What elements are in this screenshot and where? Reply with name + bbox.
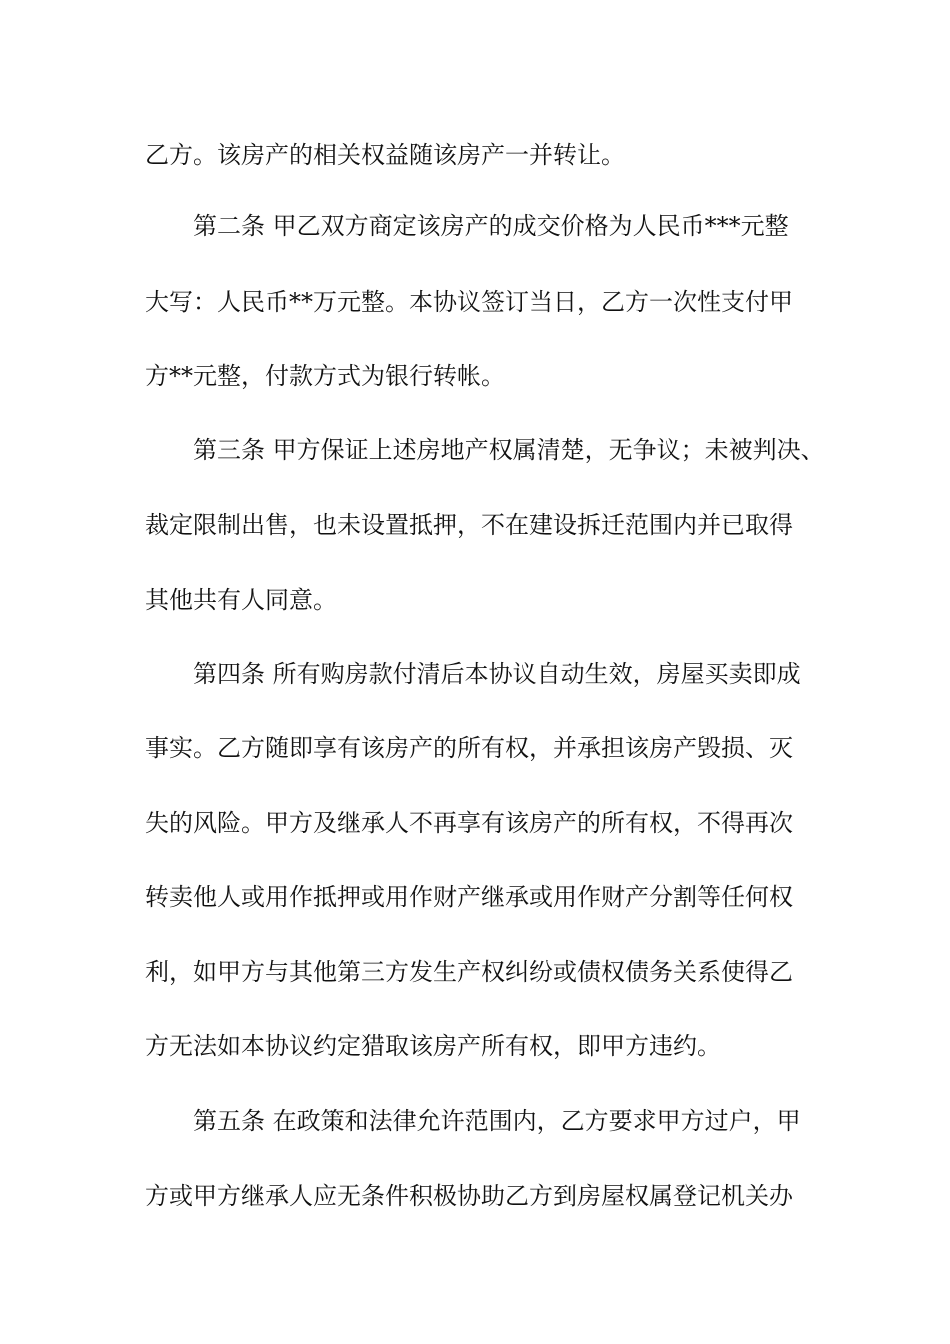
text-line-4: 方**元整，付款方式为银行转帐。 [145,362,505,390]
text-line-3: 大写：人民币**万元整。本协议签订当日，乙方一次性支付甲 [145,288,793,316]
text-line-2: 第二条 甲乙双方商定该房产的成交价格为人民币***元整 [193,212,789,240]
text-line-6: 裁定限制出售，也未设置抵押，不在建设拆迁范围内并已取得 [145,511,793,539]
text-line-12: 利，如甲方与其他第三方发生产权纠纷或债权债务关系使得乙 [145,958,793,986]
text-line-14: 第五条 在政策和法律允许范围内，乙方要求甲方过户，甲 [193,1107,801,1135]
text-line-15: 方或甲方继承人应无条件积极协助乙方到房屋权属登记机关办 [145,1182,793,1210]
text-line-1: 乙方。该房产的相关权益随该房产一并转让。 [145,141,625,169]
text-line-10: 失的风险。甲方及继承人不再享有该房产的所有权，不得再次 [145,809,793,837]
text-line-7: 其他共有人同意。 [145,586,337,614]
text-line-5: 第三条 甲方保证上述房地产权属清楚，无争议；未被判决、 [193,436,825,464]
text-line-13: 方无法如本协议约定猎取该房产所有权，即甲方违约。 [145,1032,721,1060]
text-line-8: 第四条 所有购房款付清后本协议自动生效，房屋买卖即成 [193,660,801,688]
text-line-9: 事实。乙方随即享有该房产的所有权，并承担该房产毁损、灭 [145,734,793,762]
text-line-11: 转卖他人或用作抵押或用作财产继承或用作财产分割等任何权 [145,883,793,911]
